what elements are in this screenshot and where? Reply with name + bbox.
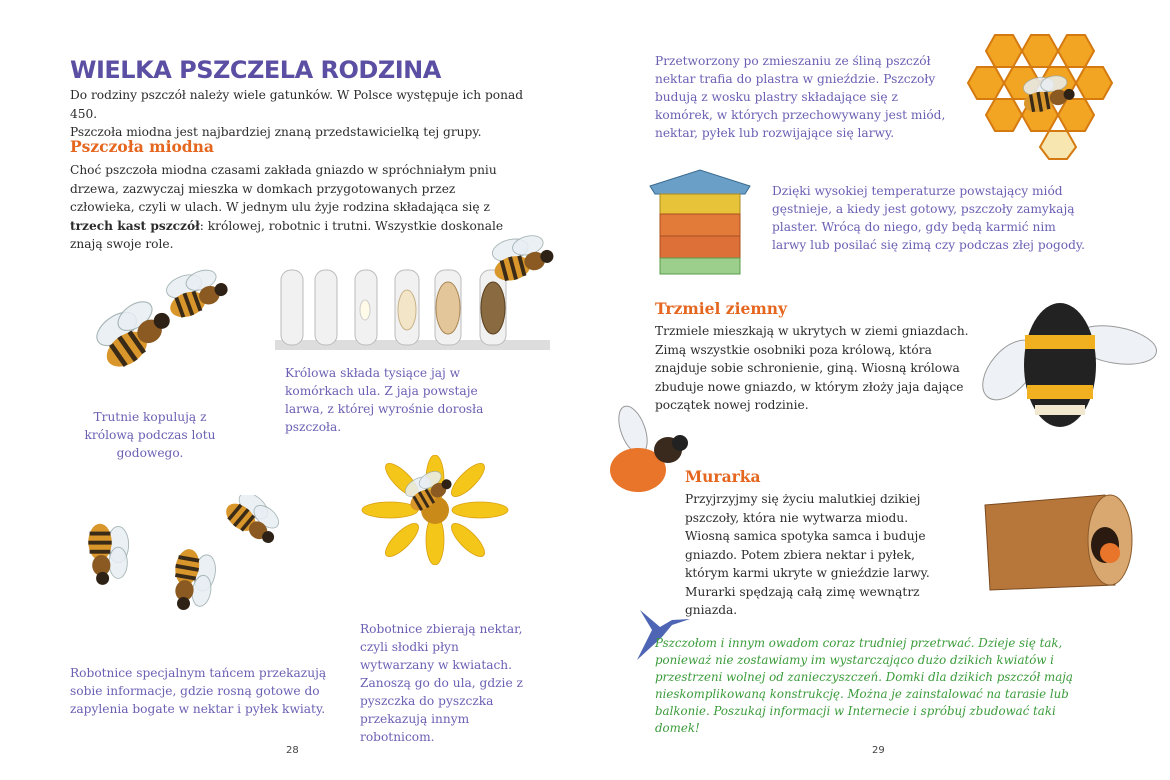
mason-bee-text: Przyjrzyjmy się życiu malutkiej dzikiej pszczoły, która nie wytwarza miodu. Wiosną samica spotyka samca i buduje gniazdo. Potem zbiera nektar i pyłek, którym karmi ukryte w gnieździe larwy. Murarki spędzają całą zimę wewnątrz gniazda.: [685, 492, 930, 617]
intro-text: [70, 86, 540, 142]
bee-on-flower-illustration: [360, 455, 510, 565]
page-number: 28: [286, 745, 299, 756]
wild-bee-house-note: Pszczołom i innym owadom coraz trudniej przetrwać. Dzieje się tak, ponieważ nie zostawiamy im wystarczająco dużo dzikich kwiatów i przestrzeni wolnej od zanieczyszczeń. Domki dla dzikich pszczół mają nieskomplikowaną konstrukcję. Można je zainstalować na tarasie lub balkonie. Poszukaj informacji w Internecie i spróbuj zbudować taki domek!: [655, 636, 1073, 735]
beehive-illustration: [645, 168, 755, 278]
caption-dance: Robotnice specjalnym tańcem przekazują sobie informacje, gdzie rosną gotowe do zapylenia bogate w nektar i pyłek kwiaty.: [70, 666, 327, 716]
intro-line: Pszczoła miodna jest najbardziej znaną przedstawicielką tej grupy.: [70, 125, 482, 139]
page-number: 29: [872, 745, 885, 756]
bee-house-log-illustration: [965, 485, 1140, 605]
caption-nectar: Robotnice zbierają nektar, czyli słodki płyn wytwarzany w kwiatach. Zanoszą go do ula, gdzie z pyszczka do pyszczka przekazują innym robotnicom.: [360, 622, 523, 744]
page-title: WIELKA PSZCZELA RODZINA: [70, 56, 441, 84]
caption-drones: Trutnie kopulują z królową podczas lotu godowego.: [84, 410, 216, 460]
section-heading-honeybee: Pszczoła miodna: [70, 137, 214, 156]
honeycomb-illustration: [955, 25, 1125, 160]
caption-comb: Przetworzony po zmieszaniu ze śliną pszczół nektar trafia do plastra w gnieździe. Pszczoły budują z wosku plastry składające się z komórek, w których przechowywany jest miód, nektar, pyłek lub rozwijające się larwy.: [655, 54, 946, 140]
text-run: Choć pszczoła miodna czasami zakłada gniazdo w spróchniałym pniu drzewa, zazwyczaj mieszka w domkach przygotowanych przez człowieka, czyli w ulach. W jednym ulu żyje rodzina składająca się z: [70, 163, 497, 214]
caption-queen: Królowa składa tysiące jaj w komórkach ula. Z jaja powstaje larwa, z której wyrośnie dorosła pszczoła.: [285, 366, 484, 434]
bumblebee-text: Trzmiele mieszkają w ukrytych w ziemi gniazdach. Zimą wszystkie osobniki poza królową, która znajduje sobie schronienie, giną. Wiosną królowa zbuduje nowe gniazdo, w którym złoży jaja dające początek nowej rodzinie.: [655, 324, 969, 412]
bumblebee-illustration: [965, 275, 1160, 440]
worker-dance-illustration: [60, 495, 300, 645]
bold-text: trzech kast pszczół: [70, 218, 200, 233]
intro-line: Do rodziny pszczół należy wiele gatunków. W Polsce występuje ich ponad 450.: [70, 88, 524, 121]
section-heading-mason-bee: Murarka: [685, 467, 761, 486]
drones-mating-illustration: [80, 255, 250, 405]
text-run: : królowej, robotnic i trutni. Wszystkie doskonale znają swoje role.: [70, 218, 504, 251]
section-heading-bumblebee: Trzmiel ziemny: [655, 299, 788, 318]
caption-hive: Dzięki wysokiej temperaturze powstający miód gęstnieje, a kiedy jest gotowy, pszczoły zamykają plaster. Wrócą do niego, gdy będą karmić nim larwy lub posilać się zimą czy podczas złej pogody.: [772, 184, 1086, 252]
brood-cells-illustration: [275, 230, 575, 355]
